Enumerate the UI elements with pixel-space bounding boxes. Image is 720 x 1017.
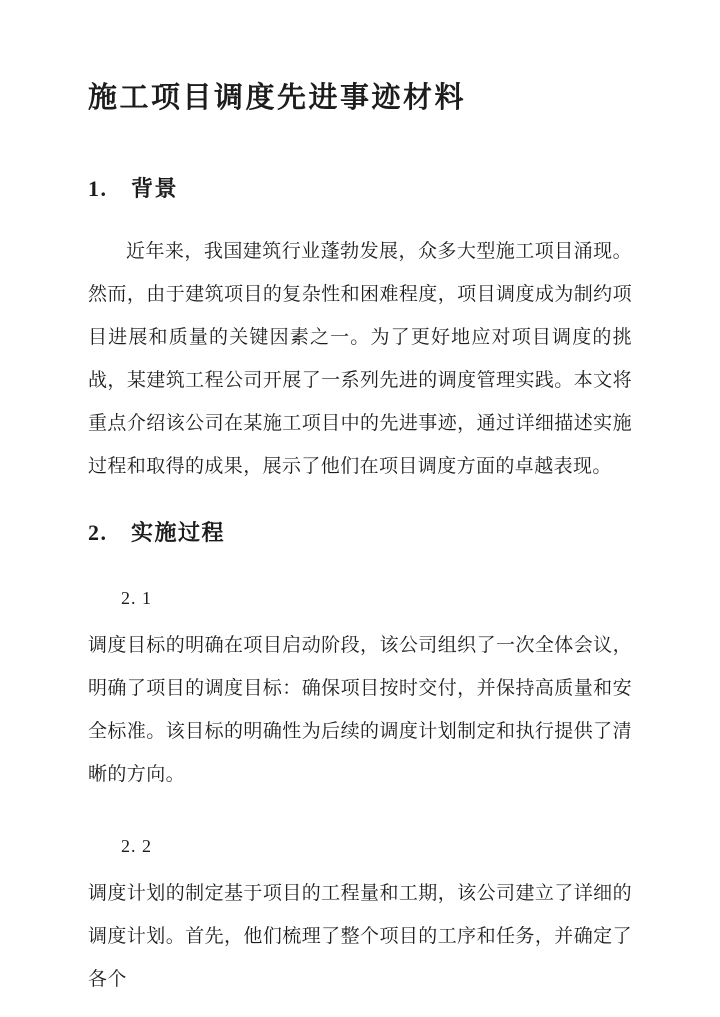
subsection-2-2-label: 2. 2 xyxy=(121,836,152,856)
section-1-paragraph: 近年来，我国建筑行业蓬勃发展，众多大型施工项目涌现。然而，由于建筑项目的复杂性和困难程度，项目调度成为制约项目进展和质量的关键因素之一。为了更好地应对项目调度的挑战，某建筑工程公司开展了一系列先进的调度管理实践。本文将重点介绍该公司在某施工项目中的先进事迹，通过详细描述实施过程和取得的成果，展示了他们在项目调度方面的卓越表现。 xyxy=(88,241,632,477)
section-1-heading: 1. 背景 xyxy=(88,176,179,201)
subsection-2-1-label: 2. 1 xyxy=(121,588,152,608)
subsection-2-2-paragraph: 调度计划的制定基于项目的工程量和工期，该公司建立了详细的调度计划。首先，他们梳理了整个项目的工序和任务，并确定了各个 xyxy=(88,883,632,990)
subsection-2-1-paragraph: 调度目标的明确在项目启动阶段，该公司组织了一次全体会议，明确了项目的调度目标：确保项目按时交付，并保持高质量和安全标准。该目标的明确性为后续的调度计划制定和执行提供了清晰的方向。 xyxy=(88,635,632,785)
document-title: 施工项目调度先进事迹材料 xyxy=(88,82,467,114)
section-2-heading: 2. 实施过程 xyxy=(88,520,226,545)
